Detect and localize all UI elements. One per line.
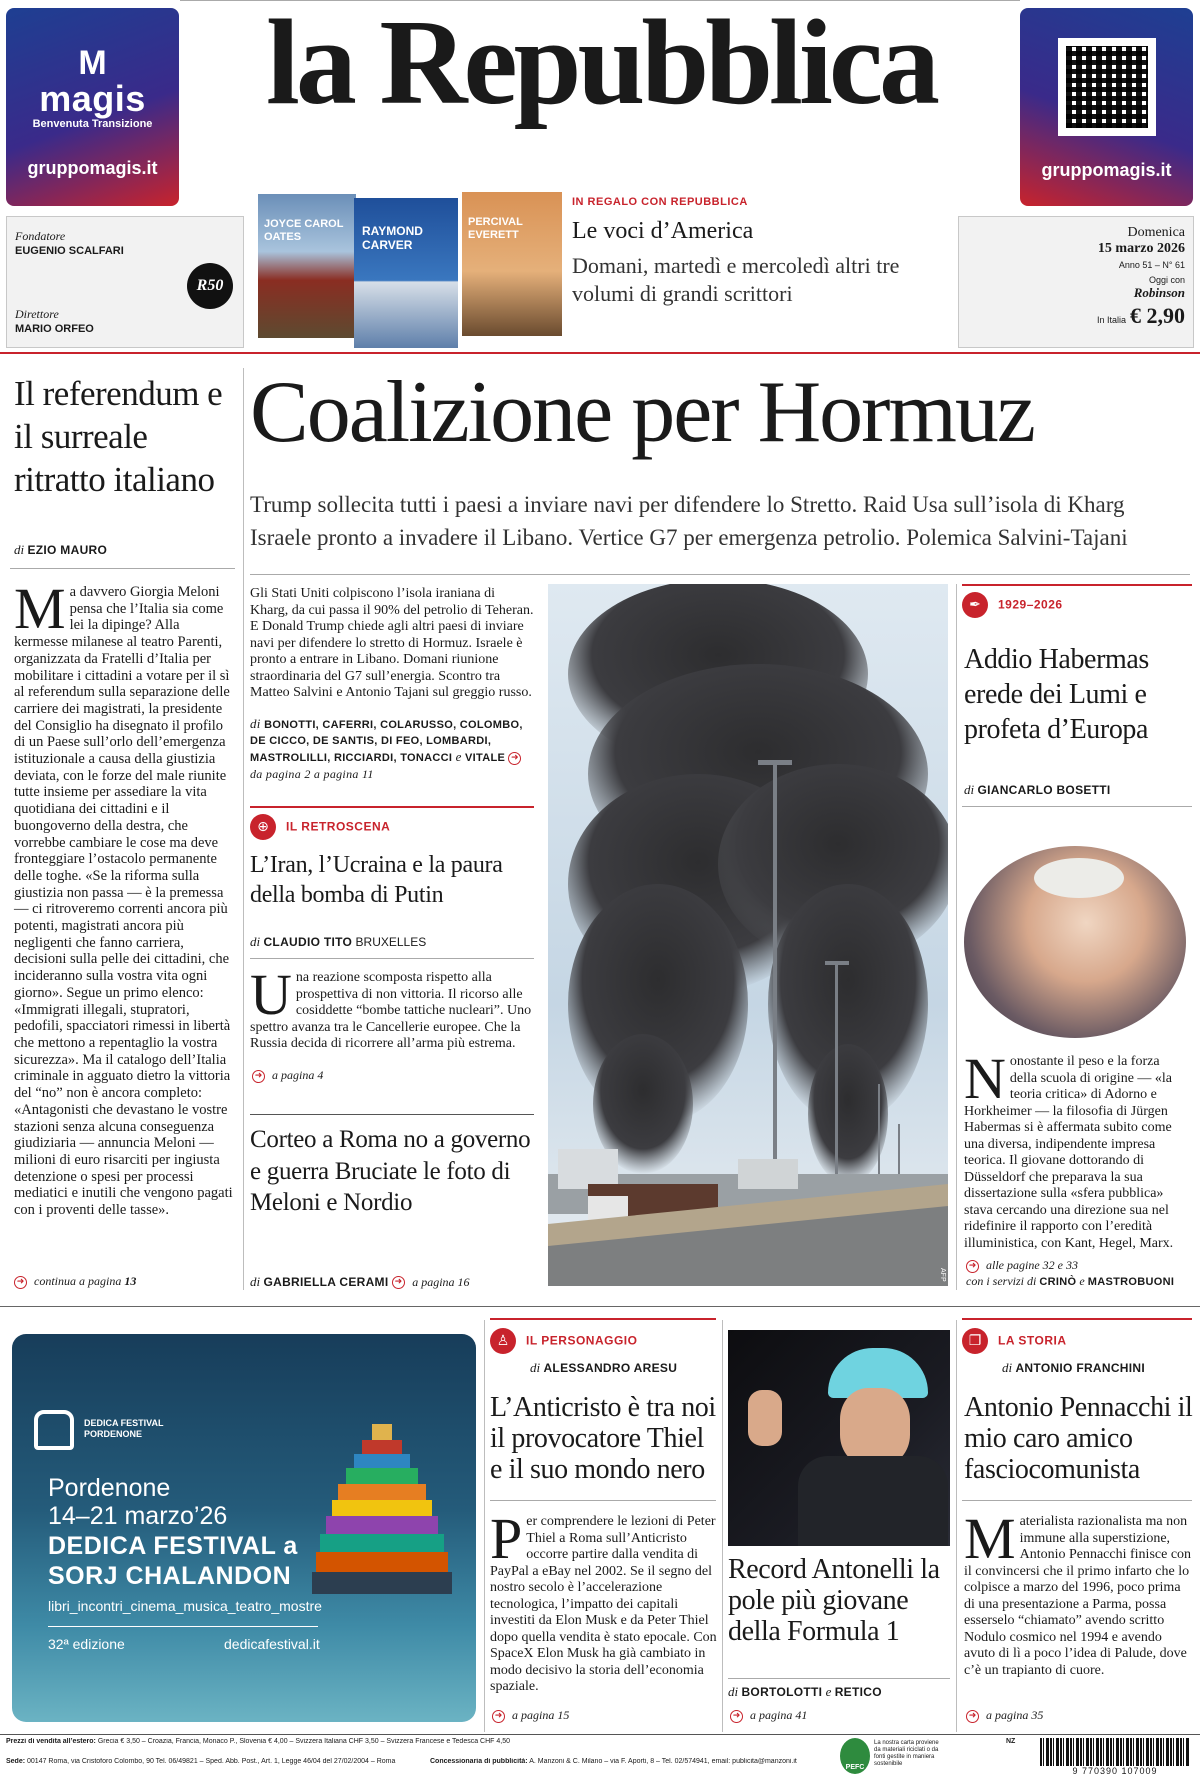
festival-edition: 32ª edizione	[48, 1636, 125, 1652]
director-name: MARIO ORFEO	[15, 323, 94, 335]
footer-prices-label: Prezzi di vendita all’estero:	[6, 1738, 96, 1745]
habermas-kicker-row	[962, 592, 1063, 618]
festival-logo-icon	[34, 1410, 74, 1450]
dateline-today-with: Oggi con	[1148, 275, 1185, 285]
retroscena-title[interactable]: L’Iran, l’Ucraina e la paura della bomba di Putin	[250, 852, 503, 908]
retroscena-author: CLAUDIO TITO	[263, 935, 353, 949]
qr-code-icon	[1058, 38, 1156, 136]
arrow-icon: ➜	[14, 1276, 27, 1289]
festival-divider	[48, 1626, 318, 1627]
price-label: In Italia	[1096, 315, 1126, 325]
dateline-supplement: Robinson	[1133, 285, 1185, 300]
antonelli-byline	[728, 1684, 882, 1700]
promo-box[interactable]	[248, 188, 954, 348]
habermas-pages[interactable]	[966, 1258, 1078, 1273]
book-carver-author: RAYMOND CARVER	[362, 224, 423, 252]
corteo-byline	[250, 1274, 470, 1290]
habermas-title[interactable]: Addio Habermas erede dei Lumi e profeta d’Europa	[964, 644, 1149, 745]
storia-rule	[962, 1318, 1192, 1320]
footer-rule	[0, 1734, 1200, 1735]
retroscena-page[interactable]	[252, 1068, 323, 1083]
corteo-by-prefix: di	[250, 1274, 261, 1289]
lead-deck: Trump sollecita tutti i paesi a inviare navi per difendere lo Stretto. Raid Usa sull’isola di Kharg Israele pronto a invadere il Libano. Vertice G7 per emergenza petrolio. Polemica Salvini-Tajani	[250, 492, 1128, 550]
ad-left[interactable]	[6, 8, 179, 206]
retroscena-body-text: na reazione scomposta rispetto alla prospettiva di non vittoria. Il ricorso alle cosiddette “bombe tattiche nucleari”. Uno spettro avanza tra le Cancellerie europee. Che la Russia decida di ricorrere all’arma più estrema.	[250, 970, 532, 1051]
retroscena-kicker-row	[250, 814, 390, 840]
editorial-author: EZIO MAURO	[27, 543, 108, 557]
antonelli-by-prefix: di	[728, 1684, 739, 1699]
storia-dropcap: M	[964, 1506, 1016, 1571]
editorial-byline	[14, 542, 107, 558]
habermas-author: GIANCARLO BOSETTI	[977, 783, 1111, 797]
book-icon: ❐	[962, 1328, 988, 1354]
mid-rule	[0, 1306, 1200, 1307]
corteo-title[interactable]: Corteo a Roma no a governo e guerra Bruciate le foto di Meloni e Nordio	[250, 1126, 531, 1216]
footer-seat	[6, 1758, 426, 1765]
habermas-by-prefix: di	[964, 782, 975, 797]
festival-title1: DEDICA FESTIVAL a	[48, 1532, 298, 1560]
staff-box	[6, 216, 244, 348]
footer-ads-text: A. Manzoni & C. Milano – via F. Aporti, 8 – Tel. 02/574941, email: publicita@manzoni.it	[529, 1758, 797, 1765]
divider-bottom-3	[956, 1320, 957, 1732]
footer-ads	[430, 1758, 830, 1765]
retroscena-kicker: IL RETROSCENA	[286, 819, 391, 834]
antonelli-rule	[728, 1678, 950, 1679]
lead-photo	[548, 584, 948, 1286]
lead-byline	[250, 716, 534, 783]
footer-prices-text: Grecia € 3,50 – Croazia, Francia, Monaco P., Slovenia € 4,00 – Svizzera Italiana CHF 3,50 – Svizzera Francese e Tedesca CHF 4,50	[97, 1738, 511, 1745]
book-oates-author: JOYCE CAROL OATES	[264, 218, 344, 243]
retroscena-body	[250, 962, 534, 1053]
habermas-body	[964, 1046, 1190, 1252]
storia-kicker-row	[962, 1328, 1067, 1354]
storia-page-label: a pagina 35	[986, 1708, 1044, 1722]
header-red-rule	[0, 352, 1200, 354]
book-everett	[462, 192, 562, 336]
personaggio-body	[490, 1506, 718, 1696]
festival-dates: 14–21 marzo’26	[48, 1502, 228, 1530]
founder-name: EUGENIO SCALFARI	[15, 245, 124, 257]
footer-seat-text: 00147 Roma, via Cristoforo Colombo, 90 Tel. 06/49821 – Sped. Abb. Post., Art. 1, Legge 46/04 del 27/02/2004 – Roma	[27, 1758, 396, 1765]
ad-left-url: gruppomagis.it	[27, 158, 158, 178]
antonelli-and: e	[825, 1684, 832, 1699]
editorial-title[interactable]: Il referendum e il surreale ritratto italiano	[14, 374, 223, 499]
personaggio-rule	[490, 1318, 716, 1320]
habermas-svc-authors: CRINÒ	[1039, 1276, 1077, 1288]
divider-bottom-1	[484, 1320, 485, 1732]
lead-and: e	[455, 749, 462, 764]
founder-label: Fondatore	[15, 229, 66, 243]
retroscena-dropcap: U	[250, 962, 292, 1027]
antonelli-page-label: a pagina 41	[750, 1708, 808, 1722]
arrow-icon: ➜	[966, 1710, 979, 1723]
retroscena-byline	[250, 934, 426, 950]
price: € 2,90	[1130, 303, 1185, 328]
ad-left-tagline: Benvenuta Transizione	[32, 118, 153, 130]
pen-nib-icon: ✒	[962, 592, 988, 618]
smoke-plume-image	[548, 584, 948, 1286]
driver-suit	[798, 1456, 948, 1546]
arrow-icon: ➜	[252, 1070, 265, 1083]
corteo-page[interactable]: a pagina 16	[412, 1275, 470, 1289]
personaggio-kicker: IL PERSONAGGIO	[526, 1333, 638, 1348]
festival-url[interactable]: dedicafestival.it	[224, 1636, 320, 1652]
ad-left-logo: magis	[39, 78, 146, 119]
festival-title2: SORJ CHALANDON	[48, 1562, 292, 1590]
dateline-box	[958, 216, 1194, 348]
habermas-portrait	[964, 846, 1186, 1038]
retroscena-rule-2	[250, 958, 534, 959]
festival-tags: libri_incontri_cinema_musica_teatro_mostre	[48, 1598, 322, 1614]
personaggio-byline	[530, 1360, 677, 1376]
promo-text: Domani, martedì e mercoledì altri tre volumi di grandi scrittori	[572, 253, 900, 306]
editorial-continue[interactable]	[14, 1274, 136, 1289]
storia-byline	[1002, 1360, 1145, 1376]
habermas-body-text: onostante il peso e la forza della scuola di origine — «la teoria critica» di Adorno e Horkheimer — la filosofia di Jürgen Habermas si è affermata subito come una diversa, indipendente impresa teorica. Il giovane dottorando di Düsseldorf che preparava la sua dissertazione sulla «sfera pubblica» stava cercando una direzione sua nel ridefinire il rapporto con l’eredità illuministica, con Kant, Hegel, Marx.	[964, 1054, 1174, 1251]
driver-face	[840, 1388, 910, 1466]
lead-pages[interactable]: da pagina 2 a pagina 11	[250, 767, 374, 781]
personaggio-body-text: er comprendere le lezioni di Peter Thiel a Roma sull’Anticristo occorre partire dalla vendita di PayPal a eBay nel 2002. Se il segno del nostro secolo è l’accelerazione tecnologica, l’impatto dei capitali investiti da Elon Musk e da Peter Thiel dopo quella vendita è stato epocale. Con SpaceX Elon Musk ha già cambiato in modo decisivo la storia dell’economia spaziale.	[490, 1514, 717, 1694]
antonelli-photo	[728, 1330, 950, 1546]
book-oates	[258, 194, 356, 338]
personaggio-kicker-row	[490, 1328, 637, 1354]
editorial-dropcap: M	[14, 576, 66, 641]
editorial-continue-label: continua a pagina	[34, 1274, 122, 1288]
personaggio-author: ALESSANDRO ARESU	[543, 1361, 678, 1375]
dateline-date: 15 marzo 2026	[1097, 241, 1185, 256]
globe-icon: ⊕	[250, 814, 276, 840]
habermas-kicker: 1929–2026	[998, 597, 1063, 612]
antonelli-last: RETICO	[834, 1685, 882, 1699]
divider-right	[956, 584, 957, 1290]
masthead-title: la Repubblica	[266, 0, 936, 130]
editorial-by-prefix: di	[14, 542, 25, 557]
editorial-body-text: a davvero Giorgia Meloni pensa che l’Italia sia come lei la dipinge? Alla kermesse milanese al teatro Parenti, organizzata da Fratelli d’Italia per mobilitare i cittadini a votare per il sì al referendum sulla separazione delle carriere dei magistrati, la presidente del Consiglio ha disegnato il profilo di un Paese sull’orlo dell’emergenza istituzionale a causa della giustizia deviata, con le forze del male riunite tutte insieme per assediare la vita quotidiana dei cittadini e il buongoverno della destra, che vorrebbe cambiare le cose ma deve fronteggiare l’ostacolo permanente delle toghe. «Se la riforma sulla giustizia non passa — è la premessa — ci ritroveremo correnti ancora più potenti, magistrati ancora più negligenti che fanno carriera, decisioni sulla pelle dei cittadini, che incideranno sulla vostra vita ogni giorno». Segue un primo elenco: «Immigrati illegali, stupratori, pedofili, spacciatori rimessi in libertà che mettono a repentaglio la vostra sicurezza». Ma il catalogo dell’Italia criminale in agguato dietro la vittoria del “no” non è ancora completo: «Antagonisti che devastano le vostre stazioni senza alcuna conseguenza giudiziaria — annuncia Meloni — milioni di euro risarciti per ingiusta detenzione o spesi per processi mediatici e inutili che vengono pagati con i proventi delle tasse».	[14, 584, 233, 1219]
storia-body-text: aterialista razionalista ma non immune alla superstizione, Antonio Pennacchi finisce con il convincersi che il primo infarto che lo colpisce a marzo del 1996, poco prima di una presentazione a Parma, possa esserselo “chiamato” avendo scritto Nodulo cosmico nel 1994 e avendo avuto di lì a poco l’idea di Palude, dove c’è un trapianto di cuore.	[964, 1514, 1192, 1678]
dateline-day: Domenica	[1127, 225, 1185, 240]
book-carver	[354, 198, 458, 348]
pefc-label: PEFC	[845, 1764, 865, 1771]
habermas-byline	[964, 782, 1111, 798]
arrow-icon: ➜	[508, 752, 521, 765]
retroscena-rule	[250, 806, 534, 808]
lead-last-author: VITALE	[465, 752, 506, 764]
driver-thumb	[748, 1390, 782, 1446]
personaggio-rule-2	[490, 1500, 716, 1501]
storia-author: ANTONIO FRANCHINI	[1015, 1361, 1146, 1375]
footer-prices	[6, 1738, 826, 1745]
divider-left	[243, 368, 244, 1290]
r50-badge-icon: R50	[187, 263, 233, 309]
habermas-svc-last: MASTROBUONI	[1087, 1276, 1175, 1288]
storia-page[interactable]	[966, 1708, 1043, 1723]
habermas-dropcap: N	[964, 1046, 1006, 1111]
habermas-services	[966, 1274, 1174, 1289]
festival-brand: DEDICA FESTIVAL PORDENONE	[84, 1418, 164, 1439]
personaggio-dropcap: P	[490, 1506, 523, 1571]
arrow-icon: ➜	[492, 1710, 505, 1723]
storia-title[interactable]: Antonio Pennacchi il mio caro amico fasciocomunista	[964, 1392, 1193, 1485]
lead-deck-rule	[250, 574, 1190, 575]
habermas-rule	[962, 584, 1192, 586]
personaggio-title[interactable]: L’Anticristo è tra noi il provocatore Thiel e il suo mondo nero	[490, 1392, 716, 1485]
personaggio-by-prefix: di	[530, 1360, 541, 1375]
book-stack-illustration	[312, 1404, 452, 1644]
editorial-rule	[10, 568, 235, 569]
promo-title: Le voci d’America	[572, 218, 754, 244]
storia-kicker: LA STORIA	[998, 1333, 1067, 1348]
divider-bottom-2	[722, 1320, 723, 1732]
portrait-hair	[1034, 858, 1124, 898]
habermas-pages-label: alle pagine 32 e 33	[986, 1258, 1078, 1272]
storia-by-prefix: di	[1002, 1360, 1013, 1375]
footer-ads-label: Concessionaria di pubblicità:	[430, 1758, 528, 1765]
editorial-body	[14, 576, 234, 1219]
retroscena-page-label: a pagina 4	[272, 1068, 324, 1082]
storia-body	[964, 1506, 1192, 1679]
habermas-svc-and: e	[1079, 1274, 1085, 1288]
lead-body: Gli Stati Uniti colpiscono l’isola iraniana di Kharg, da cui passa il 90% del petrolio di Teheran. E Donald Trump chiede agli altri paesi di inviare navi per difendere lo stretto di Hormuz. Israele è pronto a entrare in Libano. Domani riunione straordinaria del G7 sull’energia. Scontro tra Matteo Salvini e Antonio Tajani sul greggio russo.	[250, 586, 534, 700]
festival-ad[interactable]	[12, 1334, 476, 1722]
director-label: Direttore	[15, 307, 59, 321]
pefc-logo-icon	[840, 1738, 870, 1774]
antonelli-page[interactable]	[730, 1708, 807, 1723]
promo-kicker: IN REGALO CON REPUBBLICA	[572, 196, 748, 208]
retroscena-place: BRUXELLES	[355, 935, 427, 949]
barcode-icon	[1040, 1738, 1190, 1766]
antonelli-authors: BORTOLOTTI	[741, 1685, 823, 1699]
barcode-number: 9 770390 107009	[1072, 1766, 1158, 1776]
arrow-icon: ➜	[966, 1260, 979, 1273]
magis-logo-icon: M	[78, 44, 107, 82]
arrow-icon: ➜	[730, 1710, 743, 1723]
photo-credit: AFP	[939, 1268, 946, 1282]
corteo-rule	[250, 1114, 534, 1115]
editorial-continue-page: 13	[124, 1274, 137, 1288]
antonelli-title[interactable]: Record Antonelli la pole più giovane della Formula 1	[728, 1554, 940, 1647]
retroscena-by-prefix: di	[250, 934, 261, 949]
lead-by-prefix: di	[250, 716, 261, 731]
habermas-services-label: con i servizi di	[966, 1274, 1037, 1288]
barcode-top: NZ	[1006, 1738, 1016, 1745]
arrow-icon: ➜	[392, 1276, 405, 1289]
ad-right-url: gruppomagis.it	[1041, 160, 1172, 180]
festival-city: Pordenone	[48, 1474, 171, 1502]
footer-seat-label: Sede:	[6, 1758, 26, 1765]
lead-authors: BONOTTI, CAFERRI, COLARUSSO, COLOMBO, DE CICCO, DE SANTIS, DI FEO, LOMBARDI, MASTROLILLI, RICCIARDI, TONACCI	[250, 719, 523, 764]
book-everett-author: PERCIVAL EVERETT	[468, 216, 523, 241]
footer-paper: La nostra carta proviene da materiali riciclati o da fonti gestite in maniera sostenibile	[874, 1740, 939, 1767]
storia-rule-2	[962, 1500, 1192, 1501]
dateline-issue: Anno 51 – N° 61	[1118, 260, 1185, 270]
habermas-rule-2	[962, 806, 1192, 807]
person-icon: ♙	[490, 1328, 516, 1354]
corteo-author: GABRIELLA CERAMI	[263, 1275, 389, 1289]
personaggio-page[interactable]	[492, 1708, 569, 1723]
personaggio-page-label: a pagina 15	[512, 1708, 570, 1722]
ad-right[interactable]	[1020, 8, 1193, 206]
lead-headline[interactable]: Coalizione per Hormuz	[250, 364, 1034, 461]
